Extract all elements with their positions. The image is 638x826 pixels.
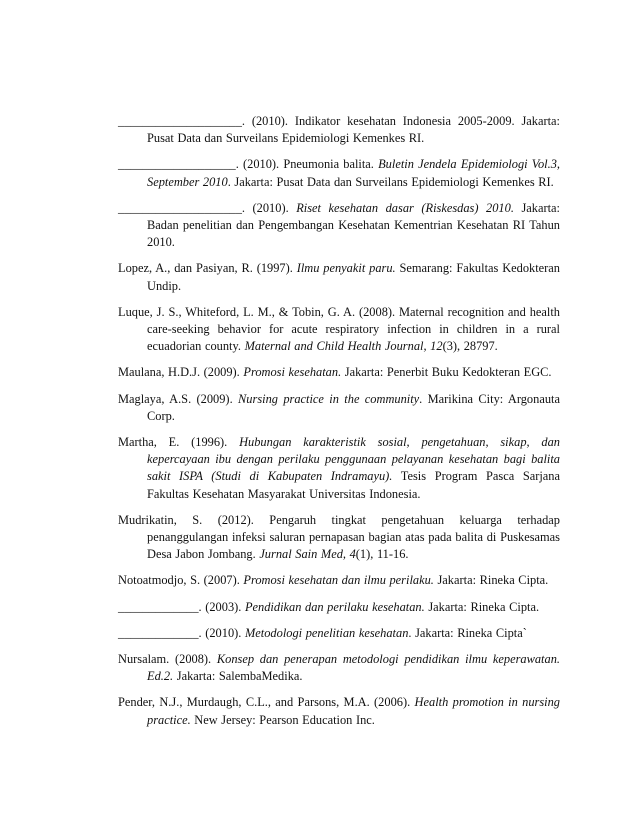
reference-entry (118, 512, 560, 564)
reference-entry (118, 694, 560, 728)
reference-title-italic: Nursing practice in the community (238, 391, 420, 406)
reference-text: Luque, J. S., Whiteford, L. M., & Tobin, G. A. (2008). Maternal recognition and health care-seeking behavior for acute respiratory infection in children in a rural ecuadorian county. (118, 304, 560, 354)
reference-text: _____________. (2003). (118, 599, 245, 614)
reference-title-italic: Hubungan karakteristik sosial, pengetahuan, sikap, dan kepercayaan ibu dengan perilaku penggunaan pelayanan kesehatan bagi balita sakit ISPA (Studi di Kabupaten Indramayu). (147, 435, 561, 484)
reference-title-italic: Jurnal Sain Med, 4 (259, 547, 356, 562)
reference-entry (118, 113, 560, 147)
reference-text: Maulana, H.D.J. (2009). (118, 365, 244, 380)
reference-text: Notoatmodjo, S. (2007). (118, 573, 244, 588)
reference-text: Tesis Program Pasca Sarjana Fakultas Kesehatan Masyarakat Universitas Indonesia. (147, 469, 560, 501)
reference-title-italic: Buletin Jendela Epidemiologi Vol.3, September 2010 (147, 157, 561, 189)
reference-text: New Jersey: Pearson Education Inc. (190, 712, 375, 727)
reference-text: ____________________. (2010). Indikator kesehatan Indonesia 2005-2009. Jakarta: Pusat Data dan Surveilans Epidemiologi Kemenkes RI. (118, 114, 560, 146)
reference-text: . Marikina City: Argonauta Corp. (147, 391, 560, 423)
reference-text: ___________________. (2010). Pneumonia balita. (118, 157, 379, 172)
reference-title-italic: Maternal and Child Health Journal, 12 (244, 339, 443, 354)
reference-entry (118, 304, 560, 356)
reference-text: Maglaya, A.S. (2009). (118, 391, 239, 406)
reference-text: Pender, N.J., Murdaugh, C.L., and Parsons, M.A. (2006). (118, 695, 415, 710)
reference-list (118, 113, 560, 738)
reference-entry (118, 651, 560, 685)
reference-title-italic: Metodologi penelitian kesehatan (244, 625, 409, 640)
reference-text: Jakarta: SalembaMedika. (173, 669, 303, 684)
reference-text: Mudrikatin, S. (2012). Pengaruh tingkat pengetahuan keluarga terhadap penanggulangan infeksi saluran pernapasan bagian atas pada balita di Puskesamas Desa Jabon Jombang. (118, 512, 560, 562)
reference-entry (118, 156, 560, 190)
reference-text: _____________. (2010). (118, 625, 245, 640)
reference-entry (118, 260, 560, 294)
reference-text: . Jakarta: Rineka Cipta` (408, 625, 527, 640)
reference-text: Nursalam. (2008). (118, 652, 217, 667)
reference-entry (118, 364, 560, 381)
reference-text: Jakarta: Rineka Cipta. (424, 599, 540, 614)
reference-entry (118, 391, 560, 425)
reference-entry (118, 572, 560, 589)
reference-title-italic: Promosi kesehatan. (243, 365, 342, 380)
reference-entry (118, 434, 560, 503)
reference-title-italic: Riset kesehatan dasar (Riskesdas) 2010. (296, 200, 514, 215)
reference-text: (3), 28797. (442, 339, 498, 354)
reference-text: Jakarta: Badan penelitian dan Pengembangan Kesehatan Kementrian Kesehatan RI Tahun 2010. (147, 200, 560, 250)
reference-text: ____________________. (2010). (118, 200, 297, 215)
reference-title-italic: Promosi kesehatan dan ilmu perilaku. (243, 573, 434, 588)
reference-title-italic: Konsep dan penerapan metodologi pendidikan ilmu keperawatan. Ed.2. (147, 652, 560, 684)
reference-entry (118, 599, 560, 616)
reference-text: Jakarta: Penerbit Buku Kedokteran EGC. (341, 365, 552, 380)
reference-text: Semarang: Fakultas Kedokteran Undip. (147, 261, 560, 293)
reference-entry (118, 625, 560, 642)
reference-text: . Jakarta: Pusat Data dan Surveilans Epidemiologi Kemenkes RI. (227, 174, 554, 189)
reference-title-italic: Ilmu penyakit paru. (296, 261, 396, 276)
reference-title-italic: Health promotion in nursing practice. (147, 695, 560, 727)
reference-text: Martha, E. (1996). (118, 435, 240, 450)
reference-text: Lopez, A., dan Pasiyan, R. (1997). (118, 261, 297, 276)
reference-title-italic: Pendidikan dan perilaku kesehatan. (244, 599, 425, 614)
reference-text: (1), 11-16. (355, 547, 409, 562)
reference-text: Jakarta: Rineka Cipta. (433, 573, 549, 588)
reference-entry (118, 200, 560, 252)
